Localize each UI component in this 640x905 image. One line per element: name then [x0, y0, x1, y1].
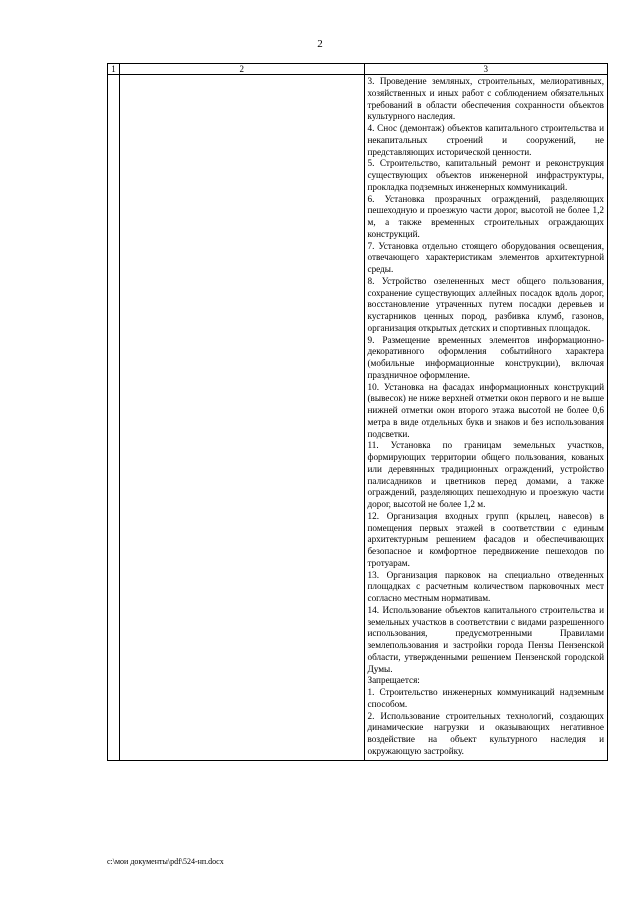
paragraph: 5. Строительство, капитальный ремонт и реконструкция существующих объектов инженерной инфраструктуры, прокладка подземных инженерных коммуникаций. [367, 158, 604, 192]
paragraph: 9. Размещение временных элементов информационно-декоративного оформления событийного характера (мобильные информационные конструкции), включая праздничное оформление. [367, 334, 604, 380]
content-table [107, 63, 608, 761]
paragraph: 4. Снос (демонтаж) объектов капитального строительства и некапитальных строений и сооружений, не представляющих исторической ценности. [367, 123, 604, 157]
paragraph: 14. Использование объектов капитального строительства и земельных участков в соответствии с видами разрешенного использования, предусмотренными Правилами землепользования и застройки города Пензы Пензенской области, утвержденными решением Пензенской городской Думы. [367, 604, 604, 674]
file-path-footer: c:\мои документы\pdf\524-нп.docx [107, 857, 224, 866]
paragraph: 7. Установка отдельно стоящего оборудования освещения, отвечающего характеристикам элементов архитектурной среды. [367, 240, 604, 274]
table-header-row [108, 64, 608, 75]
paragraph: 3. Проведение земляных, строительных, мелиоративных, хозяйственных и иных работ с соблюдением обязательных требований в области обеспечения сохранности объектов культурного наследия. [367, 76, 604, 122]
paragraph-prohibited-heading: Запрещается: [367, 675, 420, 686]
paragraph: 13. Организация парковок на специально отведенных площадках с расчетным количеством парковочных мест согласно местным нормативам. [367, 569, 604, 603]
paragraph: 11. Установка по границам земельных участков, формирующих территории общего пользования, кованых или деревянных традиционных ограждений, устройство палисадников и цветников перед домами, а также ограждений, разделяющих пешеходную и проезжую части дорог, высотой не более 1,2 м. [367, 440, 604, 509]
cell-col-2 [120, 75, 364, 761]
paragraph: 2. Использование строительных технологий, создающих динамические нагрузки и оказывающих негативное воздействие на объект культурного наследия и окружающую застройку. [367, 710, 604, 756]
header-col-1: 1 [108, 64, 120, 75]
paragraph: 8. Устройство озелененных мест общего пользования, сохранение существующих аллейных посадок вдоль дорог, восстановление утраченных путем посадки деревьев и кустарников ценных пород, разбивка клумб, газонов, организация открытых детских и спортивных площадок. [367, 275, 604, 333]
cell-col-1 [108, 75, 120, 761]
paragraph: 1. Строительство инженерных коммуникаций надземным способом. [367, 687, 604, 709]
paragraph: 10. Установка на фасадах информационных конструкций (вывесок) не ниже верхней отметки окон первого и не выше нижней отметки окон второго этажа высотой не более 0,6 метра в виде отдельных букв и знаков и без использования подсветки. [367, 381, 604, 439]
header-col-3: 3 [364, 64, 608, 75]
header-col-2: 2 [120, 64, 364, 75]
page-number: 2 [317, 38, 323, 50]
paragraph: 6. Установка прозрачных ограждений, разделяющих пешеходную и проезжую части дорог, высотой не более 1,2 м, а также временных строительных ограждающих конструкций. [367, 193, 604, 239]
paragraph: 12. Организация входных групп (крылец, навесов) в помещения первых этажей в соответствии с единым архитектурным решением фасадов и обеспечивающих безопасное и комфортное передвижение пешеходов по тротуарам. [367, 510, 604, 568]
table-row [108, 75, 608, 761]
cell-col-3 [364, 75, 608, 761]
